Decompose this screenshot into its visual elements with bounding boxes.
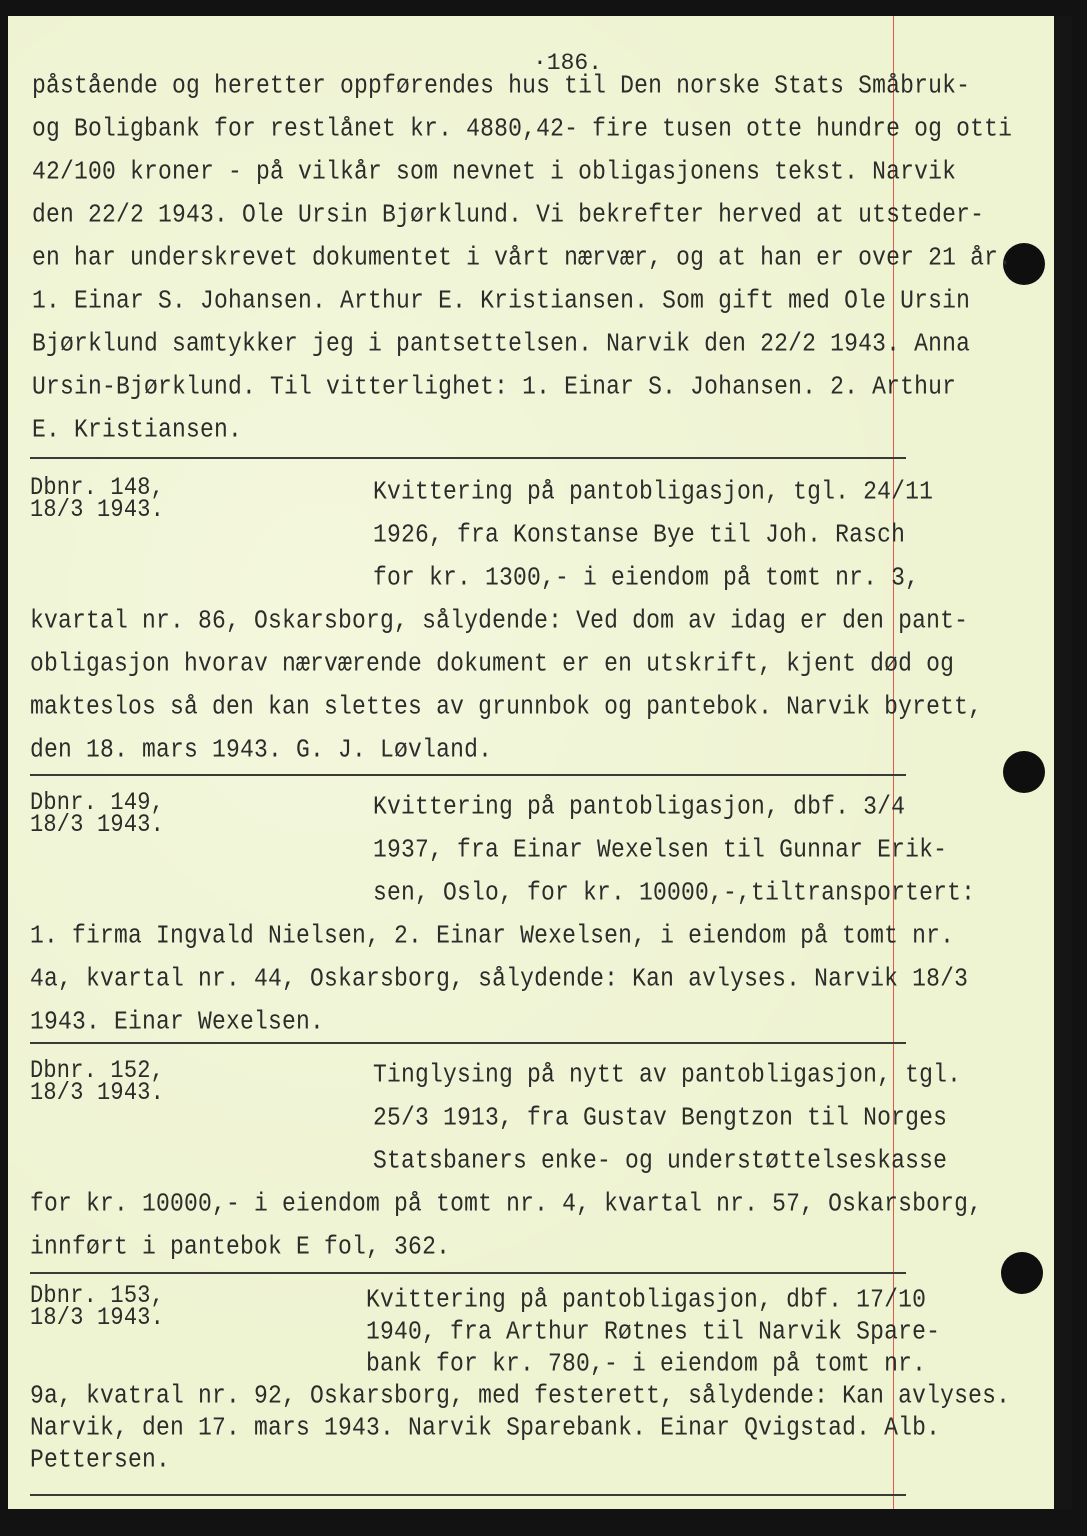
- entry-ref-number: Dbnr. 149,: [30, 788, 165, 817]
- text-line: 1926, fra Konstanse Bye til Joh. Rasch: [373, 520, 906, 550]
- text-line: makteslos så den kan slettes av grunnbok og pantebok. Narvik byrett,: [30, 692, 983, 722]
- text-line: obligasjon hvorav nærværende dokument er en utskrift, kjent død og: [30, 649, 955, 679]
- text-line: 1940, fra Arthur Røtnes til Narvik Spare-: [366, 1317, 941, 1347]
- text-line: Kvittering på pantobligasjon, dbf. 17/10: [366, 1285, 927, 1315]
- text-line: den 18. mars 1943. G. J. Løvland.: [30, 735, 493, 765]
- text-line: 1. firma Ingvald Nielsen, 2. Einar Wexelsen, i eiendom på tomt nr.: [30, 921, 955, 951]
- entry-ref-date: 18/3 1943.: [30, 1078, 165, 1107]
- text-line: Kvittering på pantobligasjon, dbf. 3/4: [373, 792, 906, 822]
- entry-ref-date: 18/3 1943.: [30, 495, 165, 524]
- entry-ref-date: 18/3 1943.: [30, 1303, 165, 1332]
- punch-hole-icon: [1003, 751, 1045, 793]
- text-line: Narvik, den 17. mars 1943. Narvik Sparebank. Einar Qvigstad. Alb.: [30, 1413, 941, 1443]
- entry-ref-number: Dbnr. 153,: [30, 1281, 165, 1310]
- text-line: sen, Oslo, for kr. 10000,-,tiltransportert:: [373, 878, 976, 908]
- entry-ref-number: Dbnr. 152,: [30, 1056, 165, 1085]
- entry-ref-date: 18/3 1943.: [30, 810, 165, 839]
- text-line: Kvittering på pantobligasjon, tgl. 24/11: [373, 477, 934, 507]
- text-line: 9a, kvatral nr. 92, Oskarsborg, med festerett, sålydende: Kan avlyses.: [30, 1381, 1011, 1411]
- section-divider: [30, 1042, 906, 1044]
- text-line: innført i pantebok E fol, 362.: [30, 1232, 451, 1262]
- text-line: 25/3 1913, fra Gustav Bengtzon til Norges: [373, 1103, 948, 1133]
- section-divider: [30, 1272, 906, 1274]
- text-line: og Boligbank for restlånet kr. 4880,42- fire tusen otte hundre og otti: [32, 114, 1013, 144]
- text-line: Pettersen.: [30, 1445, 171, 1475]
- text-line: 1937, fra Einar Wexelsen til Gunnar Erik-: [373, 835, 948, 865]
- punch-hole-icon: [1001, 1252, 1043, 1294]
- text-line: for kr. 10000,- i eiendom på tomt nr. 4, kvartal nr. 57, Oskarsborg,: [30, 1189, 983, 1219]
- text-line: 42/100 kroner - på vilkår som nevnet i obligasjonens tekst. Narvik: [32, 157, 957, 187]
- text-line: den 22/2 1943. Ole Ursin Bjørklund. Vi bekrefter herved at utsteder-: [32, 200, 985, 230]
- text-line: påstående og heretter oppførendes hus til Den norske Stats Småbruk-: [32, 71, 971, 101]
- text-line: Ursin-Bjørklund. Til vitterlighet: 1. Einar S. Johansen. 2. Arthur: [32, 372, 957, 402]
- section-divider: [30, 774, 906, 776]
- page-edge: [1054, 16, 1072, 1509]
- text-line: Tinglysing på nytt av pantobligasjon, tgl.: [373, 1060, 962, 1090]
- page-number: ·186.: [533, 50, 603, 76]
- text-line: Statsbaners enke- og understøttelseskasse: [373, 1146, 948, 1176]
- entry-ref-number: Dbnr. 148,: [30, 473, 165, 502]
- text-line: Bjørklund samtykker jeg i pantsettelsen. Narvik den 22/2 1943. Anna: [32, 329, 971, 359]
- text-line: bank for kr. 780,- i eiendom på tomt nr.: [366, 1349, 927, 1379]
- text-line: 4a, kvartal nr. 44, Oskarsborg, sålydende: Kan avlyses. Narvik 18/3: [30, 964, 969, 994]
- section-divider: [30, 457, 906, 459]
- text-line: kvartal nr. 86, Oskarsborg, sålydende: Ved dom av idag er den pant-: [30, 606, 969, 636]
- text-line: for kr. 1300,- i eiendom på tomt nr. 3,: [373, 563, 920, 593]
- section-divider: [30, 1494, 906, 1496]
- text-line: E. Kristiansen.: [32, 415, 243, 445]
- text-line: en har underskrevet dokumentet i vårt nærvær, og at han er over 21 år.: [32, 243, 1013, 273]
- document-page: [8, 16, 1072, 1509]
- text-line: 1943. Einar Wexelsen.: [30, 1007, 325, 1037]
- text-line: 1. Einar S. Johansen. Arthur E. Kristiansen. Som gift med Ole Ursin: [32, 286, 971, 316]
